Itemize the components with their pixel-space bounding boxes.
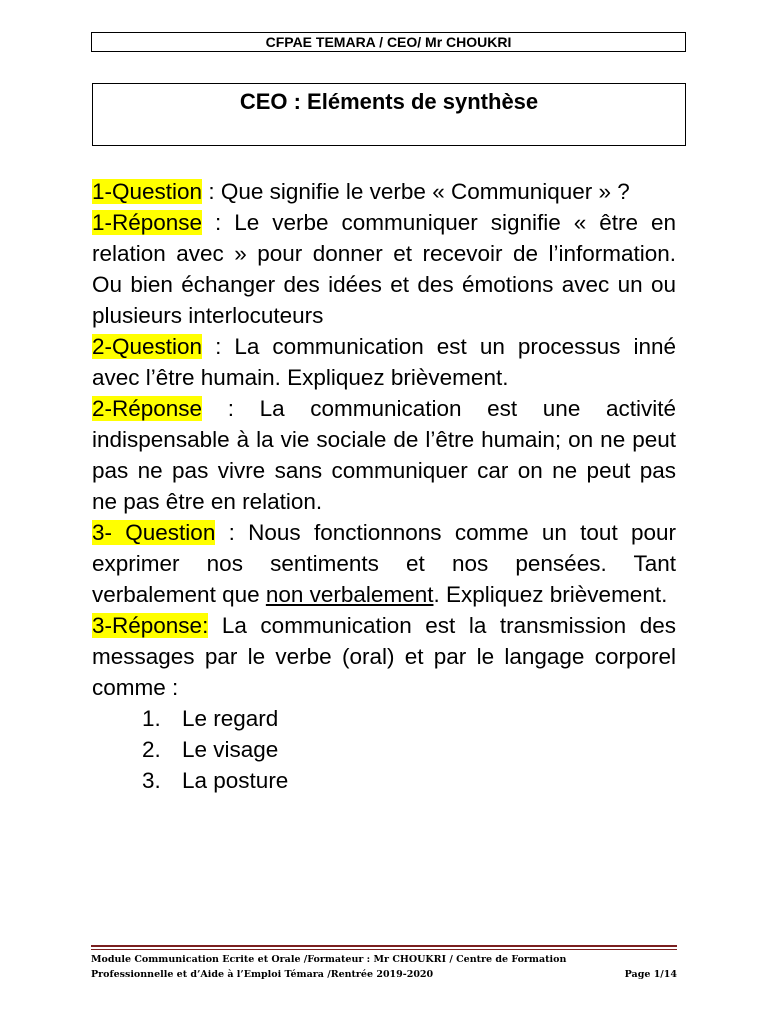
header-text: CFPAE TEMARA / CEO/ Mr CHOUKRI	[265, 34, 512, 50]
underlined-text: non verbalement	[265, 582, 434, 607]
list-item	[142, 734, 676, 765]
footer-line-1: Module Communication Ecrite et Orale /Formateur : Mr CHOUKRI / Centre de Formation	[91, 954, 567, 965]
answer-label: 1-Réponse	[92, 210, 203, 235]
page-title: CEO : Eléments de synthèse	[239, 89, 539, 114]
footer-divider	[91, 945, 677, 947]
question-text: La communication est un processus inné avec l’être humain. Expliquez brièvement.	[92, 334, 676, 390]
qa-paragraph: 2-Réponse : La communication est une activité indispensable à la vie sociale de l’être humain; on ne peut pas ne pas vivre sans communiquer car on ne peut pas ne pas être en relation.	[92, 396, 676, 514]
answer-label: 2-Réponse	[92, 396, 203, 421]
header-box	[91, 32, 686, 52]
question-label: 2-Question	[92, 334, 203, 359]
numbered-list	[92, 703, 676, 796]
qa-paragraph: 1-Réponse : Le verbe communiquer signifie « être en relation avec » pour donner et recevoir de l’information. Ou bien échanger des idées et des émotions avec un ou plusieurs interlocuteurs	[92, 210, 676, 328]
question-label: 1-Question	[92, 179, 203, 204]
qa-paragraph: 2-Question : La communication est un processus inné avec l’être humain. Expliquez brièvement.	[92, 334, 676, 390]
footer-line-2	[91, 967, 677, 982]
list-item	[142, 703, 676, 734]
qa-paragraph: 1-Question : Que signifie le verbe « Communiquer » ?	[92, 179, 630, 204]
answer-text: La communication est la transmission des messages par le verbe (oral) et par le langage corporel comme :	[92, 613, 676, 700]
list-item	[142, 765, 676, 796]
question-text: Nous fonctionnons comme un tout pour exprimer nos sentiments et nos pensées. Tant verbalement que	[92, 520, 677, 607]
list-text: Le visage	[182, 737, 279, 762]
question-text: Que signifie le verbe « Communiquer » ?	[220, 179, 630, 204]
answer-label: 3-Réponse:	[92, 613, 209, 638]
qa-paragraph	[92, 610, 676, 703]
qa-paragraph: 3- Question : Nous fonctionnons comme un tout pour exprimer nos sentiments et nos pensées. Tant verbalement que non verbalement. Expliquez brièvement.	[92, 520, 677, 607]
footer-text: Professionnelle et d’Aide à l’Emploi Témara /Rentrée 2019-2020	[91, 969, 434, 980]
list-text: La posture	[182, 768, 289, 793]
answer-text: Le verbe communiquer signifie « être en relation avec » pour donner et recevoir de l’information. Ou bien échanger des idées et des émotions avec un ou plusieurs interlocuteurs	[92, 210, 676, 328]
list-number: 2.	[142, 737, 161, 762]
question-label: 3- Question	[92, 520, 216, 545]
list-number: 1.	[142, 706, 161, 731]
list-text: Le regard	[182, 706, 279, 731]
title-box	[92, 83, 686, 146]
footer	[91, 952, 677, 982]
footer-divider	[91, 949, 677, 950]
qa-content	[92, 176, 676, 796]
page-number: Page 1/14	[624, 969, 677, 980]
list-number: 3.	[142, 768, 161, 793]
answer-text: La communication est une activité indispensable à la vie sociale de l’être humain; on ne peut pas ne pas vivre sans communiquer car on ne peut pas ne pas être en relation.	[92, 396, 676, 514]
